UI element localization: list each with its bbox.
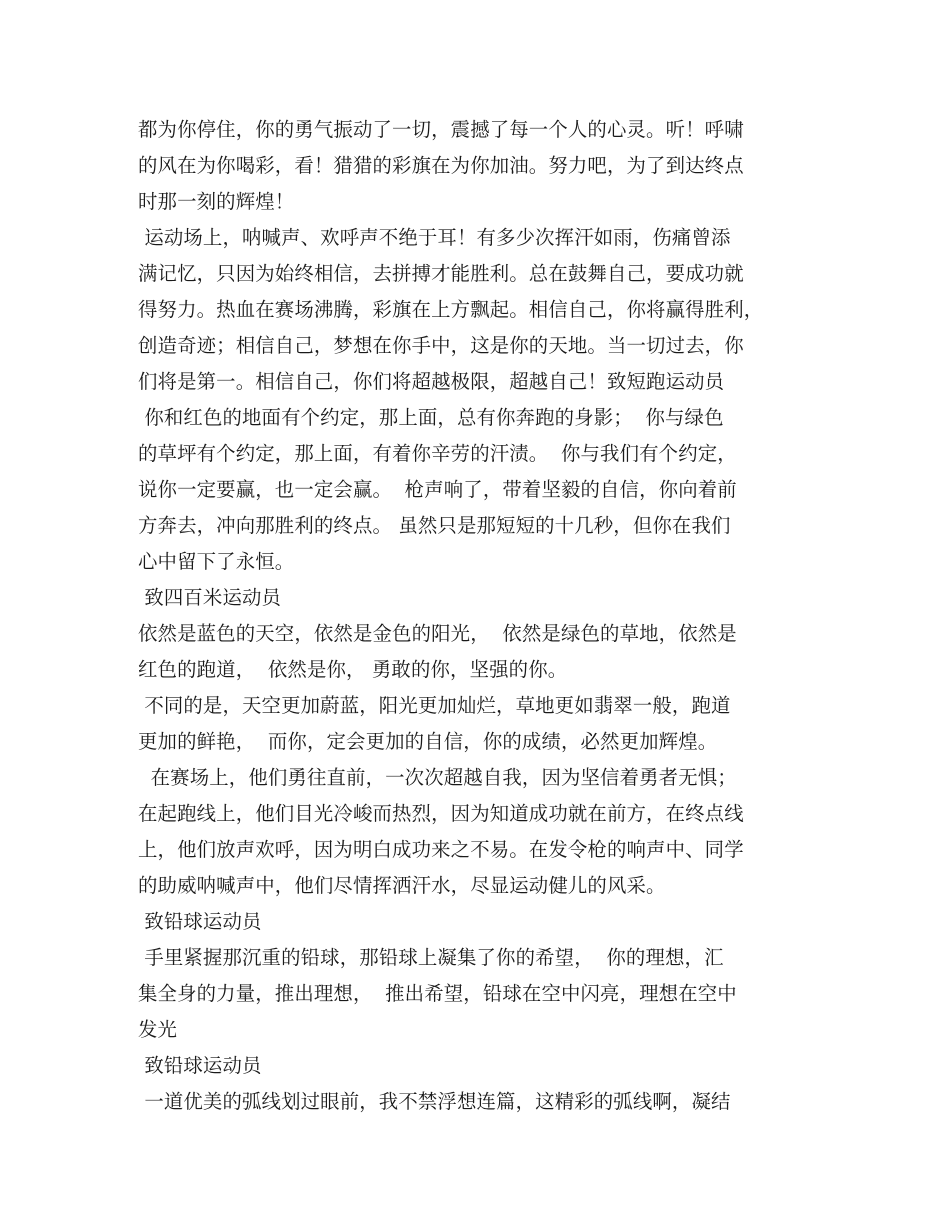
text-line: 依然是蓝色的天空，依然是金色的阳光， 依然是绿色的草地，依然是	[138, 622, 737, 645]
text-line: 红色的跑道， 依然是你， 勇敢的你，坚强的你。	[138, 658, 568, 681]
text-line: 方奔去，冲向那胜利的终点。 虽然只是那短短的十几秒，但你在我们	[138, 514, 731, 537]
document-page	[138, 112, 818, 1142]
text-line: 运动场上，呐喊声、欢呼声不绝于耳！有多少次挥汗如雨，伤痛曾添	[138, 226, 731, 249]
section-heading: 致四百米运动员	[138, 586, 282, 609]
text-line: 在赛场上，他们勇往直前，一次次超越自我，因为坚信着勇者无惧；	[138, 766, 737, 789]
text-line: 的草坪有个约定，那上面，有着你辛劳的汗渍。 你与我们有个约定，	[138, 442, 737, 465]
text-line: 都为你停住，你的勇气振动了一切，震撼了每一个人的心灵。听！呼啸	[138, 118, 744, 141]
text-line: 在起跑线上，他们目光冷峻而热烈，因为知道成功就在前方，在终点线	[138, 802, 744, 825]
text-line: 不同的是，天空更加蔚蓝，阳光更加灿烂，草地更如翡翠一般，跑道	[138, 694, 731, 717]
text-line: 创造奇迹；相信自己，梦想在你手中，这是你的天地。当一切过去，你	[138, 334, 744, 357]
text-line: 一道优美的弧线划过眼前，我不禁浮想连篇，这精彩的弧线啊，凝结	[138, 1090, 731, 1113]
text-line: 得努力。热血在赛场沸腾，彩旗在上方飘起。相信自己，你将赢得胜利，	[138, 298, 764, 321]
text-line: 手里紧握那沉重的铅球，那铅球上凝集了你的希望， 你的理想，汇	[138, 946, 724, 969]
text-line: 你和红色的地面有个约定，那上面，总有你奔跑的身影； 你与绿色	[138, 406, 724, 429]
text-line: 时那一刻的辉煌！	[138, 190, 295, 213]
text-line: 心中留下了永恒。	[138, 550, 295, 573]
text-line: 上，他们放声欢呼，因为明白成功来之不易。在发令枪的响声中、同学	[138, 838, 744, 861]
text-line: 发光	[138, 1018, 178, 1041]
section-heading: 致铅球运动员	[138, 910, 262, 933]
text-line: 更加的鲜艳， 而你，定会更加的自信，你的成绩，必然更加辉煌。	[138, 730, 718, 753]
text-line: 满记忆，只因为始终相信，去拼搏才能胜利。总在鼓舞自己，要成功就	[138, 262, 744, 285]
text-line: 们将是第一。相信自己，你们将超越极限，超越自己！致短跑运动员	[138, 370, 725, 393]
text-line: 说你一定要赢，也一定会赢。 枪声响了，带着坚毅的自信，你向着前	[138, 478, 737, 501]
text-line: 的风在为你喝彩，看！猎猎的彩旗在为你加油。努力吧，为了到达终点	[138, 154, 744, 177]
section-heading: 致铅球运动员	[138, 1054, 262, 1077]
text-line: 的助威呐喊声中，他们尽情挥洒汗水，尽显运动健儿的风采。	[138, 874, 666, 897]
text-line: 集全身的力量，推出理想， 推出希望，铅球在空中闪亮，理想在空中	[138, 982, 737, 1005]
